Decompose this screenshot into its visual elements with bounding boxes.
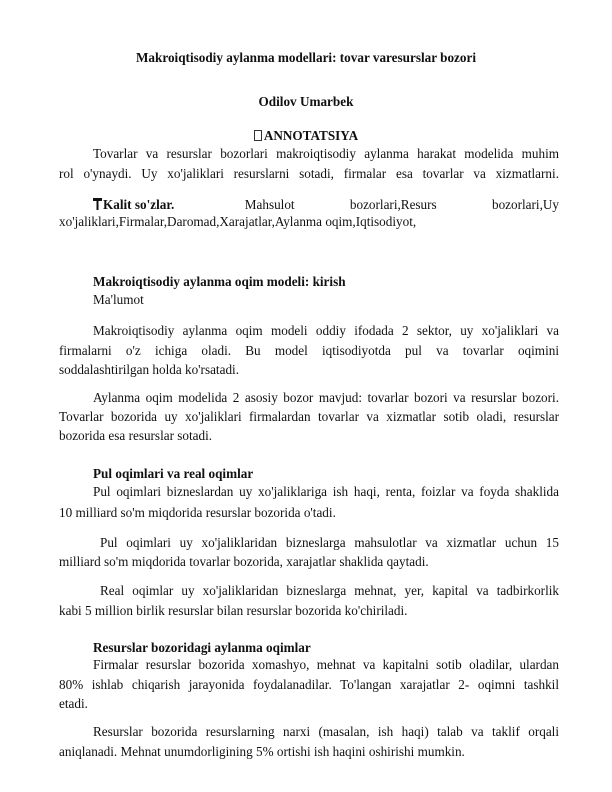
paragraph-line: etadi. [59,696,88,711]
paragraph-line: kabi 5 million birlik resurslar bilan resurslar bozorida ko'chiriladi. [59,603,408,618]
keywords-label: Kalit so'zlar. [93,197,174,213]
paragraph-line: Tovarlar bozorida uy xo'jaliklari firmalardan tovarlar va xizmatlar sotib oladi, resurslar [59,409,559,424]
paragraph-line: firmalarni o'z ichiga oladi. Bu model iqtisodiyotda pul va tovarlar oqimini [59,343,559,358]
annotation-heading [0,128,612,144]
pin-icon [93,198,102,210]
paragraph-line: Resurslar bozorida resurslarning narxi (masalan, ish haqi) talab va taklif orqali [93,724,559,739]
annotation-heading-text: ANNOTATSIYA [263,128,359,143]
section-heading: Makroiqtisodiy aylanma oqim modeli: kirish [93,274,346,289]
keywords-rest: Mahsulot bozorlari,Resurs bozorlari,Uy [244,197,559,212]
annotation-line: rol o'ynaydi. Uy xo'jaliklari resurslarni sotadi, firmalar esa tovarlar va xizmatlarni. [59,166,559,181]
annotation-line: Tovarlar va resurslar bozorlari makroiqtisodiy aylanma harakat modelida muhim [93,146,559,161]
paragraph-line: milliard so'm miqdorida tovarlar bozorida, xarajatlar shaklida qaytadi. [59,554,429,569]
section-subheading: Ma'lumot [93,292,144,307]
paragraph-line: aniqlanadi. Mehnat unumdorligining 5% ortishi ish haqini oshirishi mumkin. [59,744,465,759]
author-name: Odilov Umarbek [258,94,354,109]
paragraph-line: Pul oqimlari bizneslardan uy xo'jaliklariga ish haqi, renta, foizlar va foyda shaklida [93,484,559,499]
paragraph-line: Pul oqimlari uy xo'jaliklaridan bizneslarga mahsulotlar va xizmatlar uchun 15 [100,535,559,550]
paragraph-line: soddalashtirilgan holda ko'rsatadi. [59,362,240,377]
paragraph-line: Aylanma oqim modelida 2 asosiy bozor mavjud: tovarlar bozori va resurslar bozori. [93,390,559,405]
keywords-line: xo'jaliklari,Firmalar,Daromad,Xarajatlar,Aylanma oqim,Iqtisodiyot, [59,214,417,229]
section-heading: Pul oqimlari va real oqimlar [93,466,254,481]
paragraph-line: 80% ishlab chiqarish jarayonida foydalanadilar. To'langan xarajatlar 2- oqimni tashkil [59,677,559,692]
paragraph-line: bozorida esa resurslar sotadi. [59,428,213,443]
paragraph-line: 10 milliard so'm miqdorida resurslar bozorida o'tadi. [59,505,336,520]
paragraph-line: Real oqimlar uy xo'jaliklaridan bizneslarga mehnat, yer, kapital va tadbirkorlik [100,583,559,598]
paragraph-line: Makroiqtisodiy aylanma oqim modeli oddiy ifodada 2 sektor, uy xo'jaliklari va [93,323,559,338]
missing-glyph-icon [254,130,262,141]
keywords-line [93,197,559,213]
document-title: Makroiqtisodiy aylanma modellari: tovar varesurslar bozori [135,50,477,65]
paragraph-line: Firmalar resurslar bozorida xomashyo, mehnat va kapitalni sotib oladilar, ulardan [93,657,559,672]
section-heading: Resurslar bozoridagi aylanma oqimlar [93,640,311,655]
